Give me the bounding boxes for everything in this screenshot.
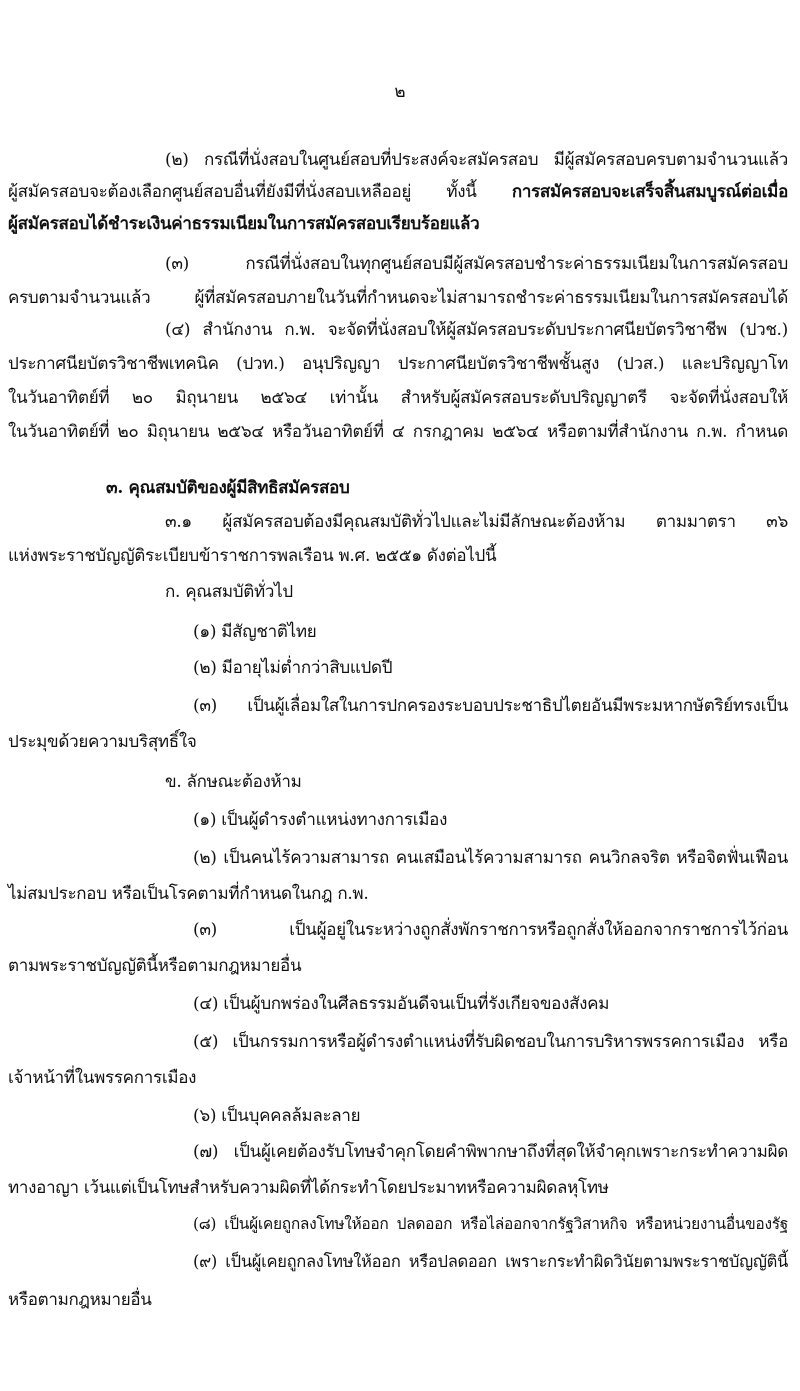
- prohibited-item-2-line-2: ไม่สมประกอบ หรือเป็นโรคตามที่กำหนดในกฎ ก.พ.: [8, 884, 369, 904]
- para-2-line-2-bold: การสมัครสอบจะเสร็จสิ้นสมบูรณ์ต่อเมื่อ: [511, 182, 788, 202]
- para-3-line-2: ครบตามจำนวนแล้ว ผู้ที่สมัครสอบภายในวันที่กำหนดจะไม่สามารถชำระค่าธรรมเนียมในการสมัครสอบได้: [8, 288, 788, 308]
- prohibited-item-9-line-2: หรือตามกฎหมายอื่น: [8, 1290, 152, 1310]
- para-4-line-3: ในวันอาทิตย์ที่ ๒๐ มิถุนายน ๒๕๖๔ เท่านั้น สำหรับผู้สมัครสอบระดับปริญญาตรี จะจัดที่นั่งสอบให้: [8, 388, 788, 408]
- prohibited-item-7-line-1: (๗) เป็นผู้เคยต้องรับโทษจำคุกโดยคำพิพากษาถึงที่สุดให้จำคุกเพราะกระทำความผิด: [193, 1142, 788, 1162]
- para-2-line-1: (๒) กรณีที่นั่งสอบในศูนย์สอบที่ประสงค์จะสมัครสอบ มีผู้สมัครสอบครบตามจำนวนแล้ว: [165, 150, 788, 170]
- section-3-1-line-2: แห่งพระราชบัญญัติระเบียบข้าราชการพลเรือน พ.ศ. ๒๕๕๑ ดังต่อไปนี้: [8, 546, 497, 566]
- section-3-heading: ๓. คุณสมบัติของผู้มีสิทธิสมัครสอบ: [106, 478, 350, 498]
- general-qualification-3-line-1: (๓) เป็นผู้เลื่อมใสในการปกครองระบอบประชาธิปไตยอันมีพระมหากษัตริย์ทรงเป็น: [193, 696, 788, 716]
- prohibited-item-6: (๖) เป็นบุคคลล้มละลาย: [193, 1106, 361, 1126]
- para-3-line-1: (๓) กรณีที่นั่งสอบในทุกศูนย์สอบมีผู้สมัครสอบชำระค่าธรรมเนียมในการสมัครสอบ: [165, 254, 788, 274]
- prohibited-item-3-line-2: ตามพระราชบัญญัตินี้หรือตามกฎหมายอื่น: [8, 956, 302, 976]
- prohibited-heading: ข. ลักษณะต้องห้าม: [165, 772, 302, 792]
- para-4-line-2: ประกาศนียบัตรวิชาชีพเทคนิค (ปวท.) อนุปริญญา ประกาศนียบัตรวิชาชีพชั้นสูง (ปวส.) และปริญญาโท: [8, 354, 788, 374]
- prohibited-item-4: (๔) เป็นผู้บกพร่องในศีลธรรมอันดีจนเป็นที่รังเกียจของสังคม: [193, 994, 610, 1014]
- prohibited-item-5-line-2: เจ้าหน้าที่ในพรรคการเมือง: [8, 1068, 197, 1088]
- section-3-1-line-1: ๓.๑ ผู้สมัครสอบต้องมีคุณสมบัติทั่วไปและไม่มีลักษณะต้องห้าม ตามมาตรา ๓๖: [165, 512, 788, 532]
- prohibited-item-7-line-2: ทางอาญา เว้นแต่เป็นโทษสำหรับความผิดที่ได้กระทำโดยประมาทหรือความผิดลหุโทษ: [8, 1178, 609, 1198]
- prohibited-item-1: (๑) เป็นผู้ดำรงตำแหน่งทางการเมือง: [193, 810, 448, 830]
- page-number: ๒: [394, 82, 406, 102]
- prohibited-item-5-line-1: (๕) เป็นกรรมการหรือผู้ดำรงตำแหน่งที่รับผิดชอบในการบริหารพรรคการเมือง หรือ: [193, 1032, 788, 1052]
- general-qualification-1: (๑) มีสัญชาติไทย: [193, 622, 317, 642]
- para-4-line-1: (๔) สำนักงาน ก.พ. จะจัดที่นั่งสอบให้ผู้สมัครสอบระดับประกาศนียบัตรวิชาชีพ (ปวช.): [165, 320, 788, 340]
- para-2-line-2-text: ผู้สมัครสอบจะต้องเลือกศูนย์สอบอื่นที่ยังมีที่นั่งสอบเหลืออยู่ ทั้งนี้: [8, 182, 512, 202]
- prohibited-item-2-line-1: (๒) เป็นคนไร้ความสามารถ คนเสมือนไร้ความสามารถ คนวิกลจริต หรือจิตฟั่นเฟือน: [193, 848, 788, 868]
- para-2-line-3: ผู้สมัครสอบได้ชำระเงินค่าธรรมเนียมในการสมัครสอบเรียบร้อยแล้ว: [8, 214, 480, 234]
- prohibited-item-3-line-1: (๓) เป็นผู้อยู่ในระหว่างถูกสั่งพักราชการหรือถูกสั่งให้ออกจากราชการไว้ก่อน: [193, 920, 788, 940]
- general-qualification-2: (๒) มีอายุไม่ต่ำกว่าสิบแปดปี: [193, 658, 393, 678]
- para-2-line-2: [8, 180, 788, 204]
- general-qualifications-heading: ก. คุณสมบัติทั่วไป: [165, 582, 293, 602]
- general-qualification-3-line-2: ประมุขด้วยความบริสุทธิ์ใจ: [8, 732, 197, 752]
- para-4-line-4: ในวันอาทิตย์ที่ ๒๐ มิถุนายน ๒๕๖๔ หรือวันอาทิตย์ที่ ๔ กรกฎาคม ๒๕๖๔ หรือตามที่สำนักงาน ก.พ. กำหนด: [8, 422, 788, 442]
- prohibited-item-8: (๘) เป็นผู้เคยถูกลงโทษให้ออก ปลดออก หรือไล่ออกจากรัฐวิสาหกิจ หรือหน่วยงานอื่นของรัฐ: [193, 1215, 788, 1233]
- prohibited-item-9-line-1: (๙) เป็นผู้เคยถูกลงโทษให้ออก หรือปลดออก เพราะกระทำผิดวินัยตามพระราชบัญญัตินี้: [193, 1252, 788, 1271]
